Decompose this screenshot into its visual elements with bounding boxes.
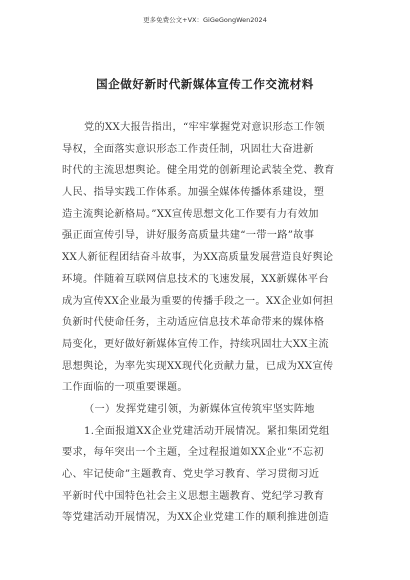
paragraph-line: 负新时代使命任务，主动适应信息技术革命带来的媒体格 — [62, 317, 325, 329]
paragraph-line: 1.全面报道XX企业党建活动开展情况。紧扣集团党组 — [84, 425, 330, 437]
paragraph-line: 时代的主流思想舆论。健全用党的创新理论武装全党、教育 — [62, 165, 335, 177]
paragraph-line: 平新时代中国特色社会主义思想主题教育、党纪学习教育 — [62, 490, 325, 502]
paragraph-line: 造主流舆论新格局。”XX宣传思想文化工作要有力有效加 — [62, 208, 319, 220]
paragraph-line: 导权，全面落实意识形态工作责任制，巩固壮大奋进新 — [62, 143, 314, 155]
paragraph-line: 要求，每年突出一个主题，全过程报道如XX企业“不忘初 — [62, 447, 324, 459]
paragraph-line: 党的XX大报告指出，“牢牢掌握党对意识形态工作领 — [84, 122, 325, 133]
paragraph-line: 局变化，更好做好新媒体宣传工作，持续巩固壮大XX主流 — [62, 338, 329, 350]
document-title: 国企做好新时代新媒体宣传工作交流材料 — [96, 77, 314, 91]
paragraph-line: XX人新征程团结奋斗故事，为XX高质量发展营造良好舆论 — [62, 252, 334, 264]
paragraph-line: 等党建活动开展情况，为XX企业党建工作的顺利推进创造 — [62, 512, 329, 524]
paragraph-line: 工作面临的一项重要课题。 — [62, 382, 188, 394]
paragraph-line: 成为宣传XX企业最为重要的传播手段之一。XX企业如何担 — [62, 295, 334, 307]
paragraph-line: 思想舆论，为率先实现XX现代化贡献力量，已成为XX宣传 — [62, 360, 334, 372]
section-heading: （一）发挥党建引领，为新媒体宣传筑牢坚实阵地 — [84, 403, 315, 415]
paragraph-line: 强正面宣传引导，讲好服务高质量共建“一带一路”故事 — [62, 230, 315, 242]
document-body — [62, 117, 354, 529]
paragraph-line: 人民、指导实践工作体系。加强全媒体传播体系建设，塑 — [62, 187, 325, 199]
paragraph-line: 心、牢记使命”主题教育、党史学习教育、学习贯彻习近 — [62, 469, 320, 480]
paragraph-line: 环境。伴随着互联网信息技术的飞速发展，XX新媒体平台 — [62, 273, 329, 285]
header-note: 更多免费公文+VX：GiGeGongWen2024 — [143, 16, 267, 24]
